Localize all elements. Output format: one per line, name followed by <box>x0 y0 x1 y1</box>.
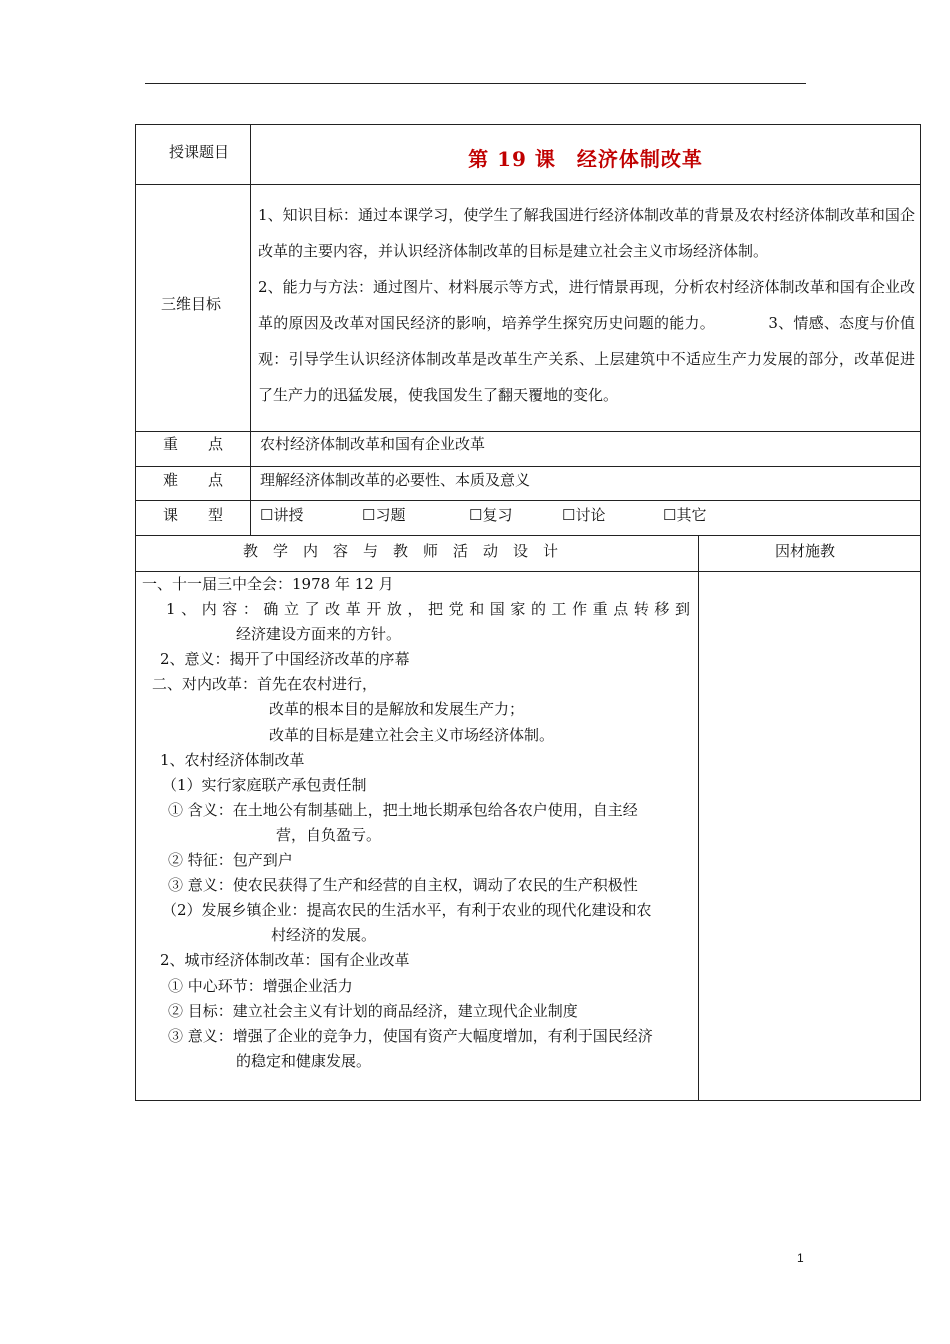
page-number: 1 <box>797 1251 804 1265</box>
lesson-type-label: 复习 <box>482 506 513 524</box>
content-line: 改革的根本目的是解放和发展生产力； <box>269 700 525 719</box>
content-line: ① 中心环节：增强企业活力 <box>168 976 353 995</box>
content-line: ② 特征：包产到户 <box>168 851 293 870</box>
lesson-type-label: 其它 <box>676 506 707 524</box>
content-line: ③ 意义：增强了企业的竞争力，使国有资产大幅度增加，有利于国民经济 <box>168 1026 653 1045</box>
lesson-type-option[interactable]: ☐其它 <box>663 506 707 524</box>
column-divider <box>698 535 699 1101</box>
header-teaching-design: 教 学 内 容 与 教 师 活 动 设 计 <box>243 542 559 560</box>
goals-text <box>258 197 915 413</box>
content-line: 营，自负盈亏。 <box>276 825 382 844</box>
row-divider <box>136 535 920 536</box>
row-divider <box>136 431 920 432</box>
content-line: 2、城市经济体制改革：国有企业改革 <box>160 951 410 970</box>
lesson-type-label: 讲授 <box>273 506 304 524</box>
lesson-type-label: 习题 <box>375 506 406 524</box>
lesson-type-option[interactable]: ☐讲授 <box>260 506 304 524</box>
content-line: 改革的目标是建立社会主义市场经济体制。 <box>269 725 555 744</box>
lesson-plan-table <box>135 124 921 1101</box>
label-difficult-point: 难 点 <box>163 471 224 489</box>
label-goals: 三维目标 <box>161 295 222 313</box>
label-lesson-type: 课 型 <box>163 506 224 524</box>
header-rule <box>145 83 806 84</box>
content-line: 的稳定和健康发展。 <box>236 1051 372 1070</box>
goal-ability-emotion: 2、能力与方法：通过图片、材料展示等方式，进行情景再现，分析农村经济体制改革和国有企业改革的原因及改革对国民经济的影响，培养学生探究历史问题的能力。 3、情感、态度与价值观：引导学生认识经济体制改革是改革生产关系、上层建筑中不适应生产力发展的部分，改革促进了生产力的迅猛发展，使我国发生了翻天覆地的变化。 <box>258 278 915 404</box>
lesson-type-label: 讨论 <box>575 506 606 524</box>
lesson-type-option[interactable]: ☐习题 <box>362 506 406 524</box>
key-point: 农村经济体制改革和国有企业改革 <box>260 435 486 453</box>
goal-knowledge: 1、知识目标：通过本课学习，使学生了解我国进行经济体制改革的背景及农村经济体制改革和国企改革的主要内容，并认识经济体制改革的目标是建立社会主义市场经济体制。 <box>258 206 915 260</box>
label-key-point: 重 点 <box>163 435 224 453</box>
label-topic: 授课题目 <box>169 143 230 161</box>
lesson-title: 第 19 课 经济体制改革 <box>468 147 703 171</box>
content-line: ① 含义：在土地公有制基础上，把土地长期承包给各农户使用，自主经 <box>168 800 638 819</box>
content-line: 一、十一届三中全会：1978 年 12 月 <box>142 575 394 593</box>
content-line: 1、农村经济体制改革 <box>160 750 305 769</box>
content-line: 1、内容：确立了改革开放，把党和国家的工作重点转移到 <box>166 600 690 619</box>
lesson-type-option[interactable]: ☐复习 <box>469 506 513 524</box>
content-line: 经济建设方面来的方针。 <box>236 625 402 644</box>
content-line: （2）发展乡镇企业：提高农民的生活水平，有利于农业的现代化建设和农 <box>162 901 652 920</box>
content-line: 2、意义：揭开了中国经济改革的序幕 <box>160 650 410 669</box>
column-divider <box>250 125 251 535</box>
content-line: ③ 意义：使农民获得了生产和经营的自主权，调动了农民的生产积极性 <box>168 876 638 895</box>
content-line: （1）实行家庭联产承包责任制 <box>162 775 367 794</box>
row-divider <box>136 500 920 501</box>
teaching-content <box>142 572 690 1074</box>
row-divider <box>136 466 920 467</box>
content-line: ② 目标：建立社会主义有计划的商品经济，建立现代企业制度 <box>168 1001 578 1020</box>
content-line: 村经济的发展。 <box>271 926 377 945</box>
difficult-point: 理解经济体制改革的必要性、本质及意义 <box>260 471 531 489</box>
lesson-type-option[interactable]: ☐讨论 <box>562 506 606 524</box>
row-divider <box>136 184 920 185</box>
content-line: 二、对内改革：首先在农村进行， <box>152 675 378 694</box>
header-adaptive-teaching: 因材施教 <box>775 542 836 560</box>
